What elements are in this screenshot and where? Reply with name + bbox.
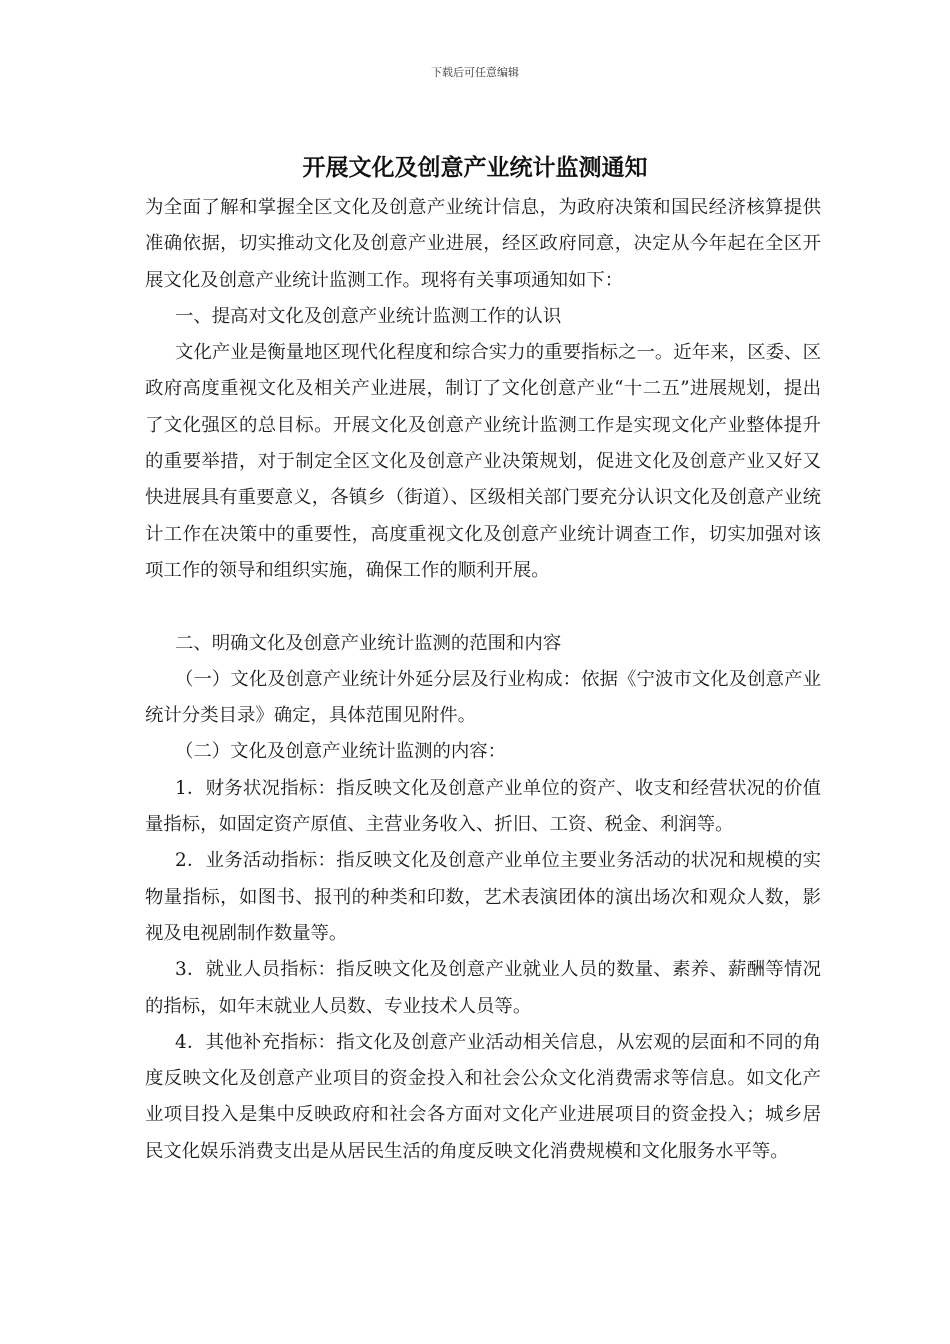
item-1-paragraph: 1．财务状况指标：指反映文化及创意产业单位的资产、收支和经营状况的价值量指标，如固定资产原值、主营业务收入、折旧、工资、税金、利润等。 (145, 777, 821, 836)
section-heading-1: 一、提高对文化及创意产业统计监测工作的认识 (175, 305, 562, 327)
item-2-paragraph: 2．业务活动指标：指反映文化及创意产业单位主要业务活动的状况和规模的实物量指标，如图书、报刊的种类和印数，艺术表演团体的演出场次和观众人数，影视及电视剧制作数量等。 (145, 850, 821, 944)
item-3-paragraph: 3．就业人员指标：指反映文化及创意产业就业人员的数量、素养、薪酬等情况的指标，如年末就业人员数、专业技术人员等。 (145, 959, 821, 1017)
subsection-1-paragraph: （一）文化及创意产业统计外延分层及行业构成：依据《宁波市文化及创意产业统计分类目录》确定，具体范围见附件。 (145, 668, 821, 727)
document-body (145, 190, 821, 1170)
section-1-paragraph: 文化产业是衡量地区现代化程度和综合实力的重要指标之一。近年来，区委、区政府高度重视文化及相关产业进展，制订了文化创意产业“十二五”进展规划，提出了文化强区的总目标。开展文化及创意产业统计监测工作是实现文化产业整体提升的重要举措，对于制定全区文化及创意产业决策规划，促进文化及创意产业又好又快进展具有重要意义，各镇乡（街道）、区级相关部门要充分认识文化及创意产业统计工作在决策中的重要性，高度重视文化及创意产业统计调查工作，切实加强对该项工作的领导和组织实施，确保工作的顺利开展。 (145, 342, 821, 581)
paragraph-gap (145, 589, 821, 625)
intro-paragraph: 为全面了解和掌握全区文化及创意产业统计信息，为政府决策和国民经济核算提供准确依据，切实推动文化及创意产业进展，经区政府同意，决定从今年起在全区开展文化及创意产业统计监测工作。现将有关事项通知如下： (145, 197, 821, 291)
item-4-paragraph: 4．其他补充指标：指文化及创意产业活动相关信息，从宏观的层面和不同的角度反映文化及创意产业项目的资金投入和社会公众文化消费需求等信息。如文化产业项目投入是集中反映政府和社会各方面对文化产业进展项目的资金投入；城乡居民文化娱乐消费支出是从居民生活的角度反映文化消费规模和文化服务水平等。 (145, 1031, 821, 1162)
section-heading-2: 二、明确文化及创意产业统计监测的范围和内容 (175, 632, 562, 654)
document-title: 开展文化及创意产业统计监测通知 (302, 154, 648, 181)
subsection-2-heading: （二）文化及创意产业统计监测的内容： (175, 741, 507, 763)
header-note: 下载后可任意编辑 (431, 66, 519, 79)
